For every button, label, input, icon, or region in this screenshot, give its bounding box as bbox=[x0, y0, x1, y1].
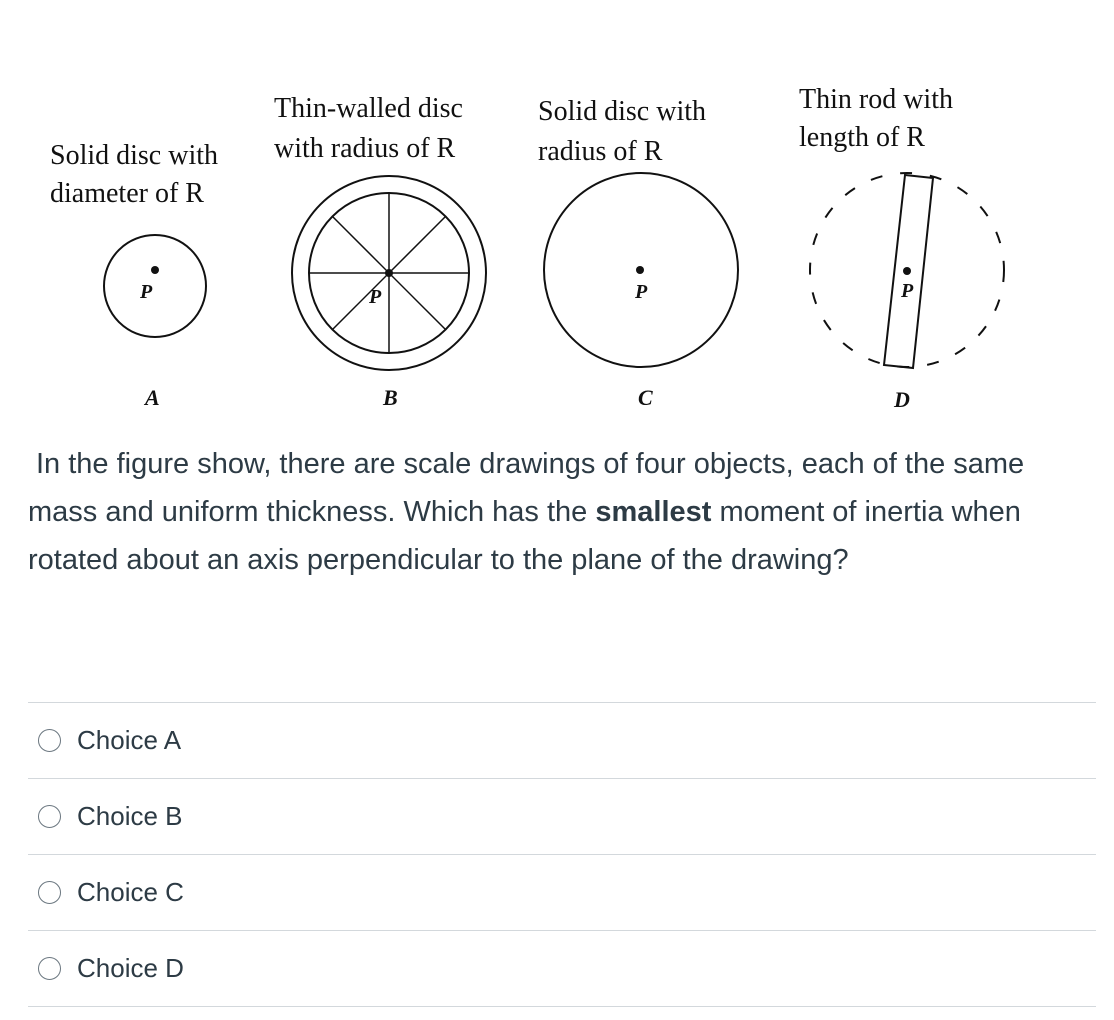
object-c-solid-disc bbox=[544, 173, 738, 367]
caption-a-line1: Solid disc with bbox=[50, 140, 219, 171]
object-d-thin-rod bbox=[810, 173, 1004, 368]
point-p-c: P bbox=[635, 281, 648, 303]
radio-button-b[interactable] bbox=[38, 805, 61, 828]
caption-b-line1: Thin-walled disc bbox=[274, 93, 463, 124]
radio-button-d[interactable] bbox=[38, 957, 61, 980]
answer-choice-c[interactable] bbox=[28, 855, 1096, 931]
moment-of-inertia-figure bbox=[0, 0, 1114, 430]
object-letter-a: A bbox=[145, 385, 160, 410]
answer-label-d: Choice D bbox=[77, 953, 184, 983]
object-a-small-disc bbox=[104, 235, 206, 337]
caption-c-line1: Solid disc with bbox=[538, 96, 707, 127]
radio-button-c[interactable] bbox=[38, 881, 61, 904]
object-letter-b: B bbox=[383, 385, 398, 410]
question-part1: In the figure show, there are scale drawings of four objects, each of the same mass and uniform thickness. Which has the bbox=[28, 448, 1025, 528]
question-part2: moment of inertia when rotated about an axis perpendicular to the plane of the drawing? bbox=[28, 496, 1021, 576]
object-letter-d: D bbox=[894, 387, 910, 412]
caption-d-line2: length of R bbox=[799, 122, 925, 153]
answer-label-b: Choice B bbox=[77, 801, 183, 831]
point-p-d: P bbox=[901, 280, 914, 302]
question-text bbox=[28, 440, 1038, 584]
question-emphasis: smallest bbox=[595, 496, 712, 528]
object-b-thin-walled-disc bbox=[292, 176, 486, 370]
radio-button-a[interactable] bbox=[38, 729, 61, 752]
object-letter-c: C bbox=[638, 385, 653, 410]
answer-label-c: Choice C bbox=[77, 877, 184, 907]
caption-c-line2: radius of R bbox=[538, 136, 663, 167]
answer-choice-d[interactable] bbox=[28, 931, 1096, 1007]
answer-choice-a[interactable] bbox=[28, 703, 1096, 779]
answer-list bbox=[28, 702, 1096, 1007]
caption-b-line2: with radius of R bbox=[274, 133, 456, 164]
caption-d-line1: Thin rod with bbox=[799, 84, 953, 115]
point-p-b: P bbox=[369, 286, 382, 308]
answer-choice-b[interactable] bbox=[28, 779, 1096, 855]
caption-a-line2: diameter of R bbox=[50, 178, 204, 209]
point-p-a: P bbox=[140, 281, 153, 303]
answer-label-a: Choice A bbox=[77, 725, 182, 755]
